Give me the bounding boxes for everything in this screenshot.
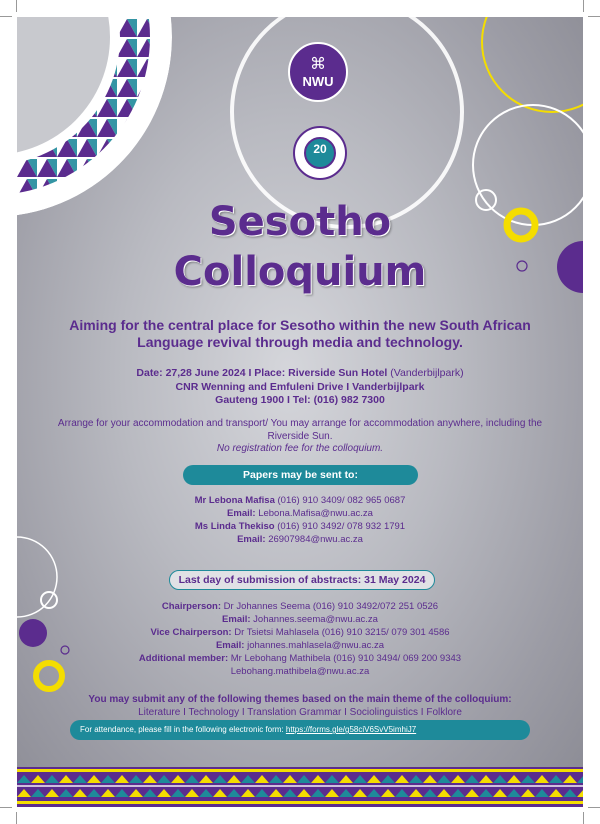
poster — [17, 17, 583, 807]
event-line-2: CNR Wenning and Emfuleni Drive I Vanderbijlpark — [175, 380, 425, 393]
contact-line: Ms Linda Thekiso (016) 910 3492/ 078 932 1791 — [194, 521, 406, 532]
anniversary-seal — [293, 126, 347, 180]
nwu-logo-text: NWU — [302, 74, 334, 89]
patterned-ring — [17, 17, 172, 217]
committee-line: Additional member: Mr Lebohang Mathibela (016) 910 3494/ 069 200 9343 — [138, 653, 462, 664]
seal-number: 20 — [313, 142, 327, 156]
contact-line: Email: 26907984@nwu.ac.za — [237, 534, 363, 545]
bottom-pattern-band — [17, 767, 583, 807]
papers-contacts — [57, 494, 543, 546]
crop-mark — [583, 0, 584, 12]
accommodation-text: Arrange for your accommodation and transport/ You may arrange for accommodation anywhere, including the Riverside Sun. — [57, 418, 543, 442]
registration-fee-note: No registration fee for the colloquium. — [216, 443, 384, 454]
form-text: For attendance, please fill in the following electronic form: — [80, 725, 286, 734]
themes-section — [47, 693, 553, 719]
themes-intro: You may submit any of the following themes based on the main theme of the colloquium: — [88, 694, 512, 705]
crop-mark — [0, 807, 12, 808]
subtitle: Aiming for the central place for Sesotho within the new South African Language revival through media and technology. — [69, 317, 531, 350]
committee-line: Lebohang.mathibela@nwu.ac.za — [230, 666, 370, 677]
nwu-emblem-icon: ⌘ — [310, 56, 326, 73]
attendance-form-bar — [70, 720, 530, 740]
crop-mark — [588, 807, 600, 808]
committee-line: Vice Chairperson: Dr Tsietsi Mahlasela (016) 910 3215/ 079 301 4586 — [150, 627, 450, 638]
crop-mark — [0, 16, 12, 17]
event-line-3: Gauteng 1900 I Tel: (016) 982 7300 — [215, 394, 385, 406]
crop-mark — [16, 812, 17, 824]
crop-mark — [588, 16, 600, 17]
deadline-badge: Last day of submission of abstracts: 31 May 2024 — [169, 570, 435, 590]
event-line-1: Date: 27,28 June 2024 I Place: Riverside Sun Hotel (Vanderbijlpark) — [136, 367, 464, 379]
title-line-1: Sesotho — [208, 199, 392, 245]
accommodation-note — [37, 418, 563, 456]
crop-mark — [16, 0, 17, 12]
event-info — [57, 367, 543, 408]
contact-line: Mr Lebona Mafisa (016) 910 3409/ 082 965 0687 — [194, 495, 406, 506]
contact-line: Email: Lebona.Mafisa@nwu.ac.za — [227, 508, 373, 519]
title-line-2: Colloquium — [173, 249, 427, 295]
committee-line: Chairperson: Dr Johannes Seema (016) 910 3492/072 251 0526 — [161, 601, 439, 612]
form-link[interactable]: https://forms.gle/g58ciV6SvV5imhiJ7 — [285, 725, 417, 734]
themes-list: Literature I Technology I Translation Grammar I Sociolinguistics I Folklore — [138, 707, 462, 718]
committee-line: Email: Johannes.seema@nwu.ac.za — [222, 614, 378, 625]
papers-heading: Papers may be sent to: — [183, 465, 418, 485]
crop-mark — [583, 812, 584, 824]
committee-line: Email: johannes.mahlasela@nwu.ac.za — [215, 640, 385, 651]
nwu-logo — [288, 42, 348, 102]
committee-contacts — [57, 600, 543, 678]
